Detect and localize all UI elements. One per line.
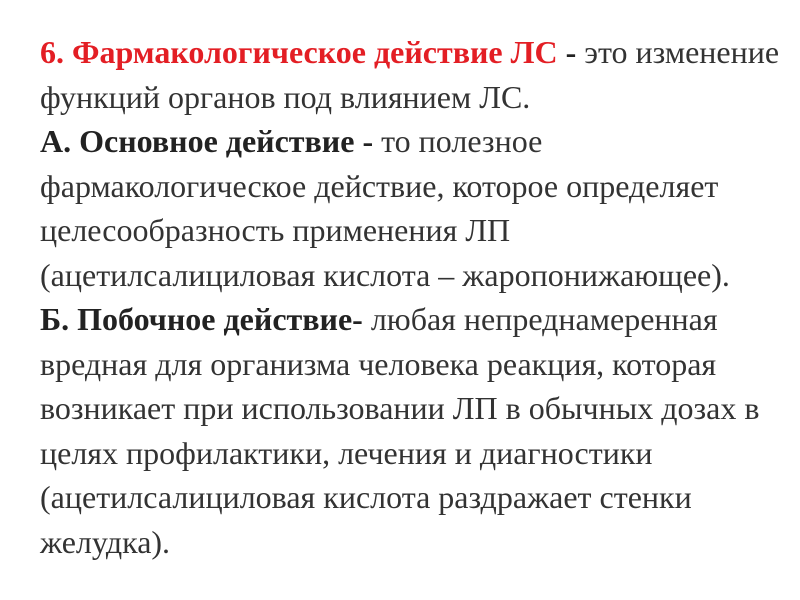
- side-effect-text: любая непреднамеренная вредная для организма человека реакция, которая возникает при использовании ЛП в обычных дозах в целях профилактики, лечения и диагностики (ацетилсалициловая кислота раздражает стенки желудка).: [40, 301, 760, 560]
- definition-main-action: [40, 119, 790, 297]
- slide-body: [40, 30, 790, 564]
- main-action-text: то полезное фармакологическое действие, которое определяет целесообразность применения ЛП (ацетилсалициловая кислота – жаропонижающее).: [40, 123, 730, 293]
- heading-separator: -: [557, 34, 585, 70]
- definition-pharmacological-action: [40, 30, 790, 119]
- heading-main-action: А. Основное действие -: [40, 123, 382, 159]
- definition-side-effect: [40, 297, 790, 564]
- definition-text: это изменение функций органов под влиянием ЛС.: [40, 34, 780, 115]
- heading-side-effect: Б. Побочное действие-: [40, 301, 363, 337]
- heading-pharmacological-action: 6. Фармакологическое действие ЛС: [40, 34, 558, 70]
